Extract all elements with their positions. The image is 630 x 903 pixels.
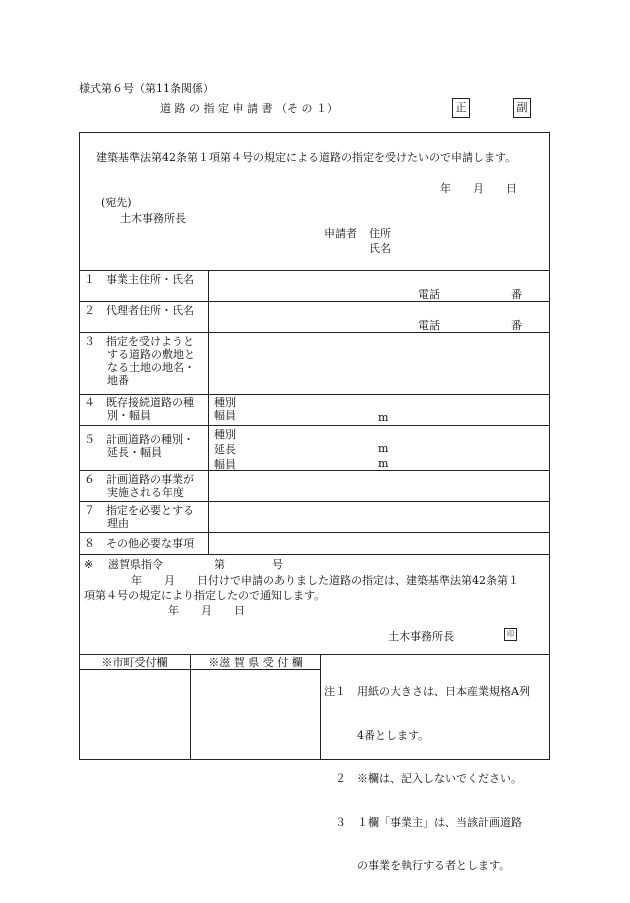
applicant-name-label: 氏名 xyxy=(369,242,391,255)
row-label-line: する道路の敷地と xyxy=(107,348,195,361)
city-receipt-header: ※市町受付欄 xyxy=(101,656,168,669)
row-divider xyxy=(79,394,550,395)
applicant-address-label: 住所 xyxy=(369,227,391,240)
row-label-fiscal-year xyxy=(84,473,194,499)
row-label-line: ５ 計画道路の種別・ xyxy=(84,433,194,446)
row-label-line: ７ 指定を必要とする xyxy=(84,504,194,517)
note-line: 注１ 用紙の大きさは、日本産業規格A列 xyxy=(324,685,530,698)
field-label-type: 種別 xyxy=(214,396,236,409)
row-label-line: ４ 既存接続道路の種 xyxy=(84,396,194,409)
row-label-line: 理由 xyxy=(107,517,129,530)
row-divider xyxy=(79,554,550,555)
notice-line-2: 項第４号の規定により指定したので通知します。 xyxy=(84,589,326,602)
prefecture-receipt-header: ※滋 賀 県 受 付 欄 xyxy=(208,656,303,669)
existing-road-fields xyxy=(214,396,236,422)
row-label-line: ６ 計画道路の事業が xyxy=(84,473,194,486)
seal-mark: 印 xyxy=(504,628,517,641)
notes-block xyxy=(324,656,530,888)
number-label: 番 xyxy=(511,288,522,301)
copy-original-mark: 正 xyxy=(452,98,470,118)
row-divider xyxy=(79,532,550,533)
row-label-business-owner: １ 事業主住所・氏名 xyxy=(84,273,194,286)
application-date: 年 月 日 xyxy=(440,182,517,195)
notes-column-divider xyxy=(320,654,321,760)
form-title: 道 路 の 指 定 申 請 書 （そ の １） xyxy=(160,102,338,115)
number-label: 番 xyxy=(511,319,522,332)
directive-dai: 第 xyxy=(214,558,225,571)
unit-meter: m xyxy=(378,457,389,470)
row-label-reason xyxy=(84,504,194,530)
application-statement: 建築基準法第42条第１項第４号の規定による道路の指定を受けたいので申請します。 xyxy=(96,151,517,164)
row-divider xyxy=(79,501,550,502)
note-line: の事業を執行する者とします。 xyxy=(324,859,511,872)
phone-label: 電話 xyxy=(418,319,440,332)
row-label-agent: ２ 代理者住所・氏名 xyxy=(84,304,194,317)
prefecture-directive-label: 滋賀県指令 xyxy=(108,558,163,571)
phone-label: 電話 xyxy=(418,288,440,301)
receipt-header-divider xyxy=(79,669,320,670)
directive-go: 号 xyxy=(272,558,283,571)
notice-line-1: 年 月 日付けで申請のありました道路の指定は、建築基準法第42条第１ xyxy=(131,574,519,587)
unit-meter: m xyxy=(378,442,389,455)
row-label-line: ３ 指定を受けようと xyxy=(84,335,194,348)
notice-issuer: 土木事務所長 xyxy=(388,630,454,643)
notice-date: 年 月 日 xyxy=(168,604,245,617)
field-label-width: 幅員 xyxy=(214,458,236,471)
row-divider xyxy=(79,332,550,333)
row-label-line: なる土地の地名・ xyxy=(107,361,195,374)
row-label-existing-road xyxy=(84,396,194,422)
note-line: ２ ※欄は、記入しないでください。 xyxy=(324,772,522,785)
note-line: ３ １欄「事業主」は、当該計画道路 xyxy=(324,815,522,829)
addressee: 土木事務所長 xyxy=(120,212,186,225)
row-divider xyxy=(79,425,550,426)
row-divider xyxy=(79,654,550,655)
planned-road-fields xyxy=(214,427,236,472)
row-divider xyxy=(79,301,550,302)
field-label-length: 延長 xyxy=(214,443,236,456)
note-line: 4番とします。 xyxy=(324,728,430,742)
row-label-line: 実施される年度 xyxy=(107,486,184,499)
unit-meter: m xyxy=(378,411,389,424)
field-label-width: 幅員 xyxy=(214,409,236,422)
row-label-planned-road xyxy=(84,433,194,459)
row-divider xyxy=(79,470,550,471)
row-label-line: 延長・幅員 xyxy=(107,446,162,459)
addressee-label: (宛先) xyxy=(101,196,132,209)
label-column-divider xyxy=(208,270,209,554)
row-divider xyxy=(79,270,550,271)
row-label-line: 別・幅員 xyxy=(107,409,151,422)
row-label-other: ８ その他必要な事項 xyxy=(84,537,194,550)
form-reference: 様式第６号（第11条関係） xyxy=(79,82,214,95)
copy-duplicate-mark: 副 xyxy=(513,98,531,118)
row-label-line: 地番 xyxy=(107,374,129,387)
applicant-label: 申請者 xyxy=(324,227,357,240)
receipt-column-divider xyxy=(190,654,191,760)
field-label-type: 種別 xyxy=(214,428,236,441)
notice-mark: ※ xyxy=(84,558,94,571)
row-label-land xyxy=(84,335,195,387)
